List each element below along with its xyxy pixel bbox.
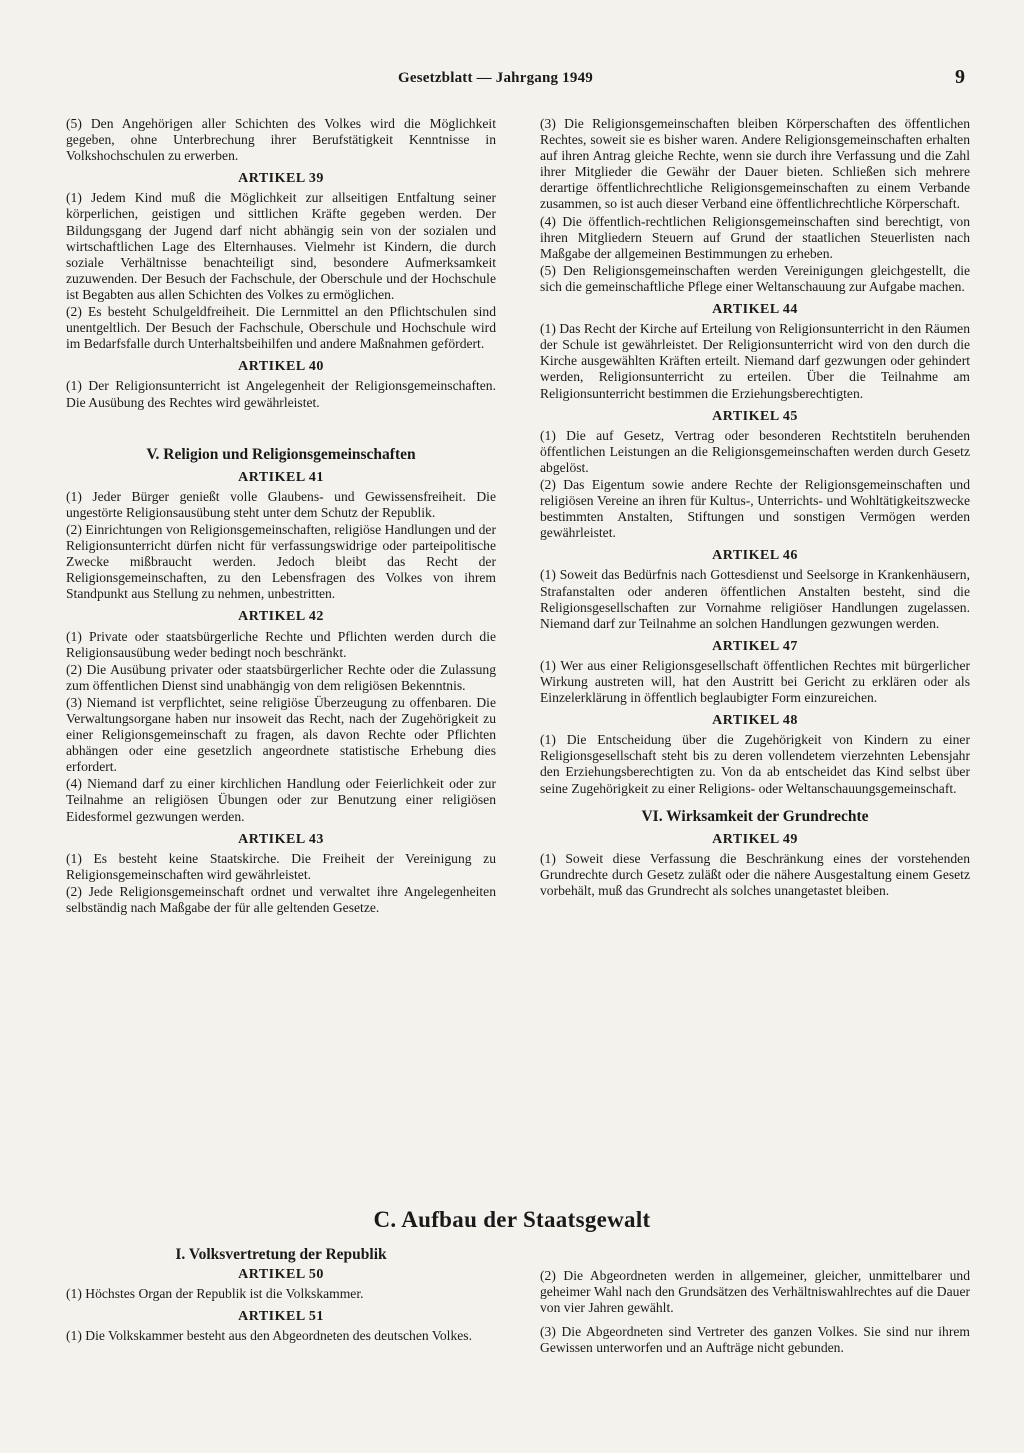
article-heading: ARTIKEL 46 [712, 548, 798, 564]
bottom-left-column [66, 1247, 496, 1345]
bottom-right-column [540, 1268, 970, 1357]
paragraph: (3) Die Religionsgemeinschaften bleiben Körperschaften des öffentlichen Rechtes, soweit sie es bisher waren. Andere Religionsgemeinschaften erhalten auf ihren Antrag gleiche Rechte, wenn sie durch ihre Verfassung und die Zahl ihrer Mitglieder die Gewähr der Dauer bieten. Schließen sich mehrere derartige öffentlichrechtliche Religionsgemeinschaften zu einem Verbande zusammen, so ist auch dieser Verband eine öffentlichrechtliche Körperschaft. [540, 116, 970, 212]
section-heading: VI. Wirksamkeit der Grundrechte [641, 807, 869, 825]
article-heading: ARTIKEL 43 [238, 831, 324, 847]
paragraph: (1) Das Recht der Kirche auf Erteilung von Religionsunterricht in den Räumen der Schule ist gewährleistet. Der Religionsunterricht wird von den durch die Kirche ausgewählten Kräften erteilt. Niemand darf gezwungen oder gehindert werden, Religionsunterricht zu erteilen. Über die Teilnahme am Religionsunterricht bestimmen die Erziehungsberechtigten. [540, 321, 970, 401]
paragraph: (2) Es besteht Schulgeldfreiheit. Die Lernmittel an den Pflichtschulen sind unentgeltlich. Der Besuch der Fachschule, Oberschule und Hochschule wird im Bedarfsfalle durch Unterhaltsbeihilfen und andere Maßnahmen gefördert. [66, 304, 496, 352]
paragraph: (1) Jedem Kind muß die Möglichkeit zur allseitigen Entfaltung seiner körperlichen, geistigen und sittlichen Kräfte gegeben werden. Der Bildungsgang der Jugend darf nicht abhängig sein von der sozialen und wirtschaftlichen Lage des Elternhauses. Vielmehr ist Kindern, die durch soziale Verhältnisse benachteiligt sind, besondere Aufmerksamkeit zuzuwenden. Der Besuch der Fachschule, der Oberschule und der Hochschule ist Begabten aus allen Schichten des Volkes zu ermöglichen. [66, 190, 496, 302]
running-header: Gesetzblatt — Jahrgang 1949 [398, 70, 593, 86]
paragraph: (2) Die Abgeordneten werden in allgemeiner, gleicher, unmittelbarer und geheimer Wahl nach den Grundsätzen des Verhältniswahlrechtes auf die Dauer von vier Jahren gewählt. [540, 1268, 970, 1316]
paragraph: (2) Jede Religionsgemeinschaft ordnet und verwaltet ihre Angelegenheiten selbständig nach Maßgabe der für alle geltenden Gesetze. [66, 883, 496, 916]
paragraph: (1) Jeder Bürger genießt volle Glaubens- und Gewissensfreiheit. Die ungestörte Religionsausübung steht unter dem Schutz der Republik. [66, 488, 496, 520]
article-heading: ARTIKEL 39 [238, 171, 324, 187]
article-heading: ARTIKEL 48 [712, 713, 798, 729]
article-heading: ARTIKEL 49 [712, 831, 798, 847]
section-heading: V. Religion und Religionsgemeinschaften [146, 445, 416, 463]
article-heading: ARTIKEL 45 [712, 408, 798, 424]
paragraph: (1) Höchstes Organ der Republik ist die Volkskammer. [66, 1286, 364, 1302]
page-number: 9 [955, 66, 965, 88]
paragraph: (3) Die Abgeordneten sind Vertreter des ganzen Volkes. Sie sind nur ihrem Gewissen unterworfen und an Aufträge nicht gebunden. [540, 1324, 970, 1356]
paragraph: (2) Einrichtungen von Religionsgemeinschaften, religiöse Handlungen und der Religionsunterricht dürfen nicht für verfassungswidrige oder parteipolitische Zwecke mißbraucht werden. Jedoch bleibt das Recht der Religionsgemeinschaften, zu den Lebensfragen des Volkes von ihrem Standpunkt aus Stellung zu nehmen, unbestritten. [66, 521, 496, 602]
right-column [540, 116, 970, 900]
paragraph: (1) Soweit das Bedürfnis nach Gottesdienst und Seelsorge in Krankenhäusern, Strafanstalten oder anderen öffentlichen Anstalten besteht, sind die Religionsgesellschaften zur Vornahme religiöser Handlungen zugelassen. Niemand darf zur Teilnahme an solchen Handlungen gezwungen werden. [540, 567, 970, 631]
left-column [66, 116, 496, 917]
paragraph: (5) Den Angehörigen aller Schichten des Volkes wird die Möglichkeit gegeben, ohne Unterbrechung ihrer Berufstätigkeit Kenntnisse in Volkshochschulen zu erwerben. [66, 116, 496, 164]
paragraph: (1) Es besteht keine Staatskirche. Die Freiheit der Vereinigung zu Religionsgemeinschaften wird gewährleistet. [66, 850, 496, 882]
article-heading: ARTIKEL 44 [712, 302, 798, 318]
article-heading: ARTIKEL 51 [238, 1309, 324, 1325]
paragraph: (4) Die öffentlich-rechtlichen Religionsgemeinschaften sind berechtigt, von ihren Mitgliedern Steuern auf Grund der staatlichen Steuerlisten nach Maßgabe der allgemeinen Bestimmungen zu erheben. [540, 213, 970, 261]
paragraph: (1) Die Entscheidung über die Zugehörigkeit von Kindern zu einer Religionsgesellschaft steht bis zu deren vollendetem vierzehnten Lebensjahr den Erziehungsberechtigten zu. Von da ab entscheidet das Kind selbst über seine Zugehörigkeit zu einer Religions- oder Weltanschauungsgemeinschaft. [540, 732, 970, 796]
paragraph: (1) Der Religionsunterricht ist Angelegenheit der Religionsgemeinschaften. Die Ausübung des Rechtes wird gewährleistet. [66, 378, 496, 410]
article-heading: ARTIKEL 47 [712, 638, 798, 654]
paragraph: (1) Die auf Gesetz, Vertrag oder besonderen Rechtstiteln beruhenden öffentlichen Leistungen an die Religionsgemeinschaften werden durch Gesetz abgelöst. [540, 427, 970, 475]
paragraph: (5) Den Religionsgemeinschaften werden Vereinigungen gleichgestellt, die sich die gemeinschaftliche Pflege einer Weltanschauung zur Aufgabe machen. [540, 262, 970, 294]
paragraph: (1) Die Volkskammer besteht aus den Abgeordneten des deutschen Volkes. [66, 1328, 472, 1344]
article-heading: ARTIKEL 40 [238, 359, 324, 375]
article-heading: ARTIKEL 41 [238, 469, 324, 485]
paragraph: (4) Niemand darf zu einer kirchlichen Handlung oder Feierlichkeit oder zur Teilnahme an religiösen Übungen oder zur Benutzung einer religiösen Eidesformel gezwungen werden. [66, 776, 496, 824]
paragraph: (2) Die Ausübung privater oder staatsbürgerlicher Rechte oder die Zulassung zum öffentlichen Dienst sind unabhängig von dem religiösen Bekenntnis. [66, 661, 496, 693]
article-heading: ARTIKEL 50 [238, 1267, 324, 1283]
paragraph: (1) Private oder staatsbürgerliche Rechte und Pflichten werden durch die Religionsausübung weder bedingt noch beschränkt. [66, 628, 496, 660]
paragraph: (2) Das Eigentum sowie andere Rechte der Religionsgemeinschaften und religiösen Vereine an ihren für Kultus-, Unterrichts- und Wohltätigkeitszwecke bestimmten Anstalten, Stiftungen und sonstigen Vermögen werden gewährleistet. [540, 476, 970, 541]
section-heading: I. Volksvertretung der Republik [175, 1246, 387, 1263]
part-title: C. Aufbau der Staatsgewalt [373, 1207, 651, 1232]
paragraph: (1) Soweit diese Verfassung die Beschränkung eines der vorstehenden Grundrechte durch Gesetz zuläßt oder die nähere Ausgestaltung einem Gesetz vorbehält, muß das Grundrecht als solches unangetastet bleiben. [540, 850, 970, 899]
paragraph: (1) Wer aus einer Religionsgesellschaft öffentlichen Rechtes mit bürgerlicher Wirkung austreten will, hat den Austritt bei Gericht zu erklären oder als Einzelerklärung in öffentlich beglaubigter Form einzureichen. [540, 657, 970, 706]
paragraph: (3) Niemand ist verpflichtet, seine religiöse Überzeugung zu offenbaren. Die Verwaltungsorgane haben nur insoweit das Recht, nach der Zugehörigkeit zu einer Religionsgemeinschaft zu fragen, als davon Rechte oder Pflichten abhängen oder eine gesetzlich angeordnete statistische Erhebung dies erfordert. [66, 694, 496, 775]
article-heading: ARTIKEL 42 [238, 609, 324, 625]
